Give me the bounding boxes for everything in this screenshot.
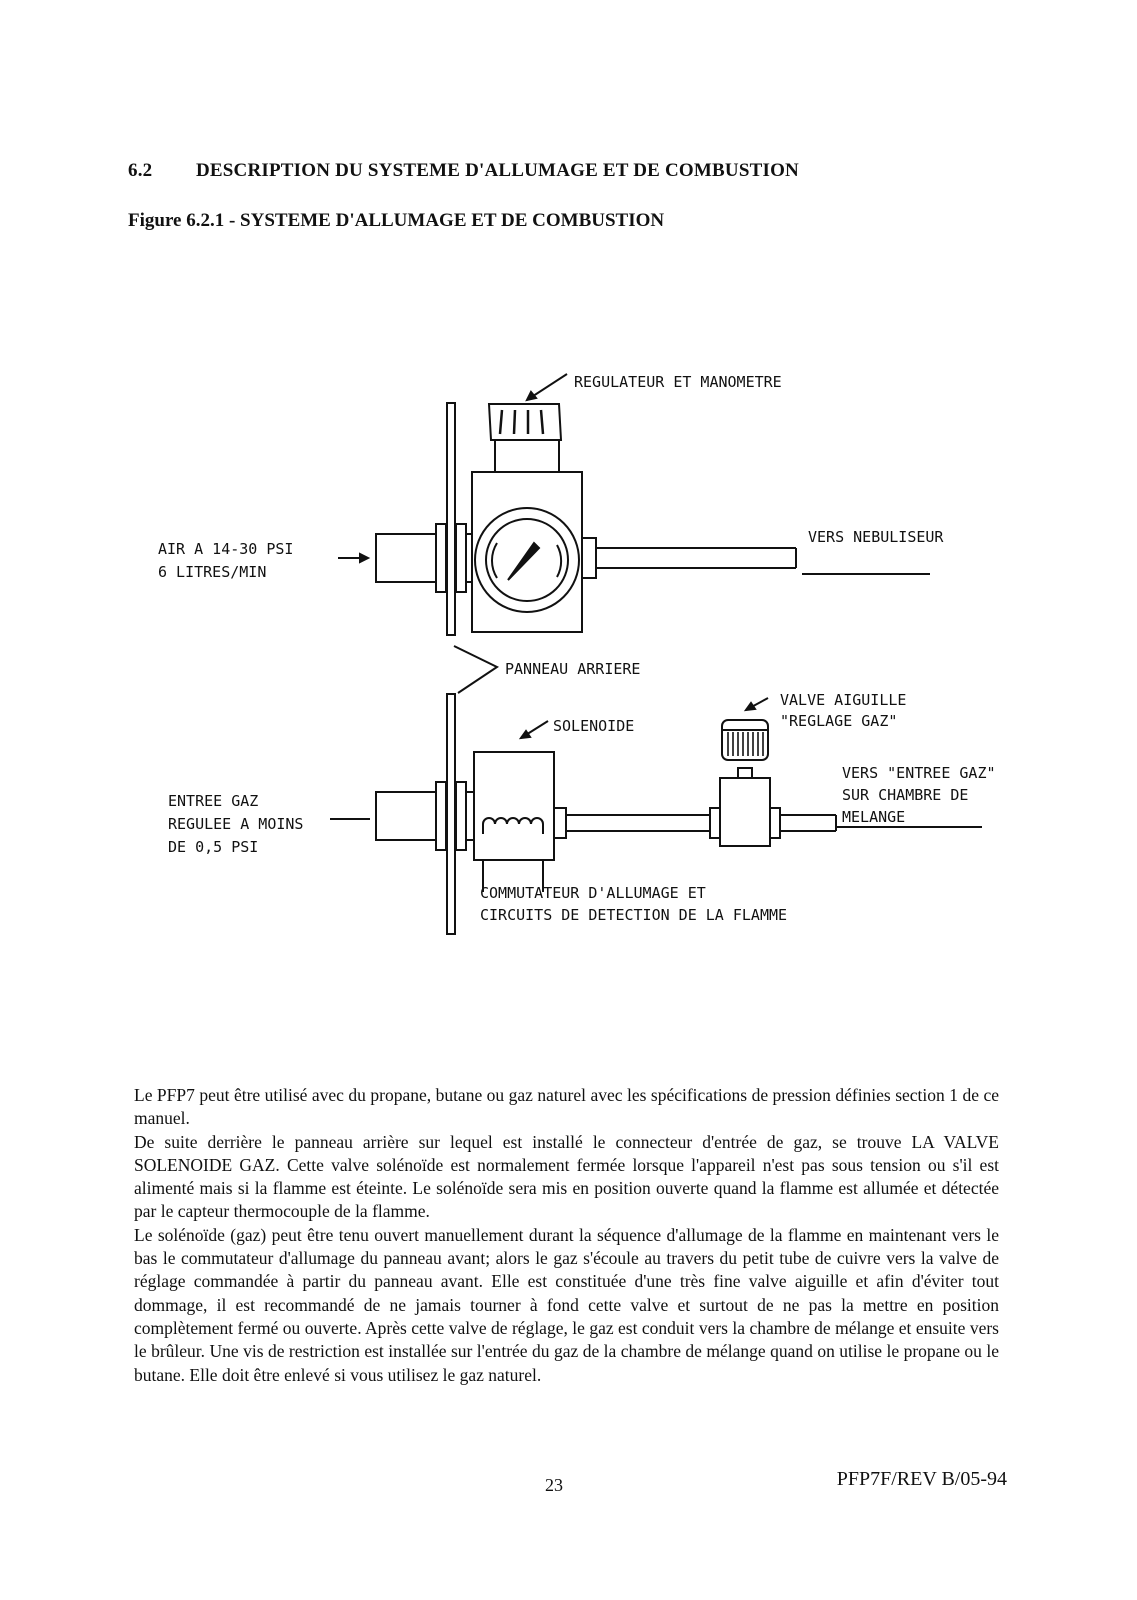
air-inlet-fitting: [376, 534, 436, 582]
nebuliser-outlet-fitting: [582, 538, 596, 578]
label-needle-valve-1: VALVE AIGUILLE: [780, 691, 907, 709]
gas-inlet-nut-left: [436, 782, 446, 850]
section-title: DESCRIPTION DU SYSTEME D'ALLUMAGE ET DE COMBUSTION: [196, 160, 799, 181]
figure-caption: Figure 6.2.1 - SYSTEME D'ALLUMAGE ET DE COMBUSTION: [128, 210, 665, 231]
air-leader-arrow: [360, 554, 368, 562]
rear-panel-lower: [447, 694, 455, 934]
solenoid-body: [474, 752, 554, 860]
label-to-mixing-2: SUR CHAMBRE DE: [842, 786, 969, 804]
document-reference: PFP7F/REV B/05-94: [836, 1468, 1007, 1490]
label-switch-2: CIRCUITS DE DETECTION DE LA FLAMME: [480, 906, 788, 924]
rear-panel-pointer: [454, 646, 497, 693]
needle-valve-inlet-fitting: [710, 808, 720, 838]
section-number: 6.2: [128, 160, 153, 181]
regulator-knob-ridges: [500, 410, 543, 434]
air-inlet-nut-left: [436, 524, 446, 592]
needle-valve-stem: [738, 768, 752, 778]
label-to-mixing-1: VERS "ENTREE GAZ": [842, 764, 996, 782]
manometer-arrow-right: [557, 545, 561, 577]
page-number: 23: [545, 1475, 563, 1495]
air-inlet-collar: [466, 534, 472, 582]
body-paragraph-2: De suite derrière le panneau arrière sur lequel est installé le connecteur d'entrée de gaz, se trouve LA VALVE SOLENOIDE GAZ. Cette valve solénoïde est normalement fermée lorsque l'appareil n'est pas sous tension ou s'il est alimenté mais si la flamme est éteinte. Le solénoïde sera mis en position ouverte quand la flamme est allumée et détectée par le capteur thermocouple de la flamme.: [134, 1131, 999, 1222]
needle-valve-leader-arrow: [746, 703, 755, 710]
label-needle-valve-2: "REGLAGE GAZ": [780, 712, 898, 730]
gas-inlet-collar: [466, 792, 474, 840]
label-rear-panel: PANNEAU ARRIERE: [505, 660, 641, 678]
needle-valve-body: [720, 778, 770, 846]
regulator-leader-arrow: [527, 392, 536, 400]
label-switch-1: COMMUTATEUR D'ALLUMAGE ET: [480, 884, 706, 902]
needle-valve-knob: [722, 720, 768, 760]
gas-inlet-nut-right: [456, 782, 466, 850]
label-to-nebuliser: VERS NEBULISEUR: [808, 528, 944, 546]
label-air-1: AIR A 14-30 PSI: [158, 540, 294, 558]
label-gas-inlet-2: REGULEE A MOINS: [168, 815, 304, 833]
manometer-arrow-left: [492, 543, 497, 578]
needle-valve-knob-ridges: [728, 732, 763, 756]
label-air-2: 6 LITRES/MIN: [158, 563, 267, 581]
body-text: [134, 1084, 999, 1387]
regulator-neck: [495, 440, 559, 472]
label-gas-inlet-3: DE 0,5 PSI: [168, 838, 259, 856]
label-regulator: REGULATEUR ET MANOMETRE: [574, 373, 782, 391]
label-to-mixing-3: MELANGE: [842, 808, 906, 826]
solenoid-outlet-fitting: [554, 808, 566, 838]
gas-inlet-fitting: [376, 792, 436, 840]
air-inlet-nut-right: [456, 524, 466, 592]
manometer-needle: [508, 543, 539, 580]
needle-valve-outlet-fitting: [770, 808, 780, 838]
solenoid-coil: [483, 818, 543, 834]
body-paragraph-3: Le solénoïde (gaz) peut être tenu ouvert manuellement durant la séquence d'allumage de la flamme en maintenant vers le bas le commutateur d'allumage du panneau avant; alors le gaz s'écoule au travers du petit tube de cuivre vers la valve de réglage commandée à partir du panneau avant. Elle est constituée d'une très fine valve aiguille et afin d'éviter tout dommage, il est recommandé de ne jamais tourner à fond cette valve et surtout de ne pas la mettre en position complètement fermé ou ouverte. Après cette valve de réglage, le gaz est conduit vers la chambre de mélange et ensuite vers le brûleur. Une vis de restriction est installée sur l'entrée du gaz de la chambre de mélange quand on utilise le propane ou le butane. Elle doit être enlevé si vous utilisez le gaz naturel.: [134, 1224, 999, 1385]
label-gas-inlet-1: ENTREE GAZ: [168, 792, 259, 810]
body-paragraph-1: Le PFP7 peut être utilisé avec du propane, butane ou gaz naturel avec les spécifications de pression définies section 1 de ce manuel.: [134, 1085, 999, 1129]
rear-panel-upper: [447, 403, 455, 635]
label-solenoid: SOLENOIDE: [553, 717, 635, 735]
